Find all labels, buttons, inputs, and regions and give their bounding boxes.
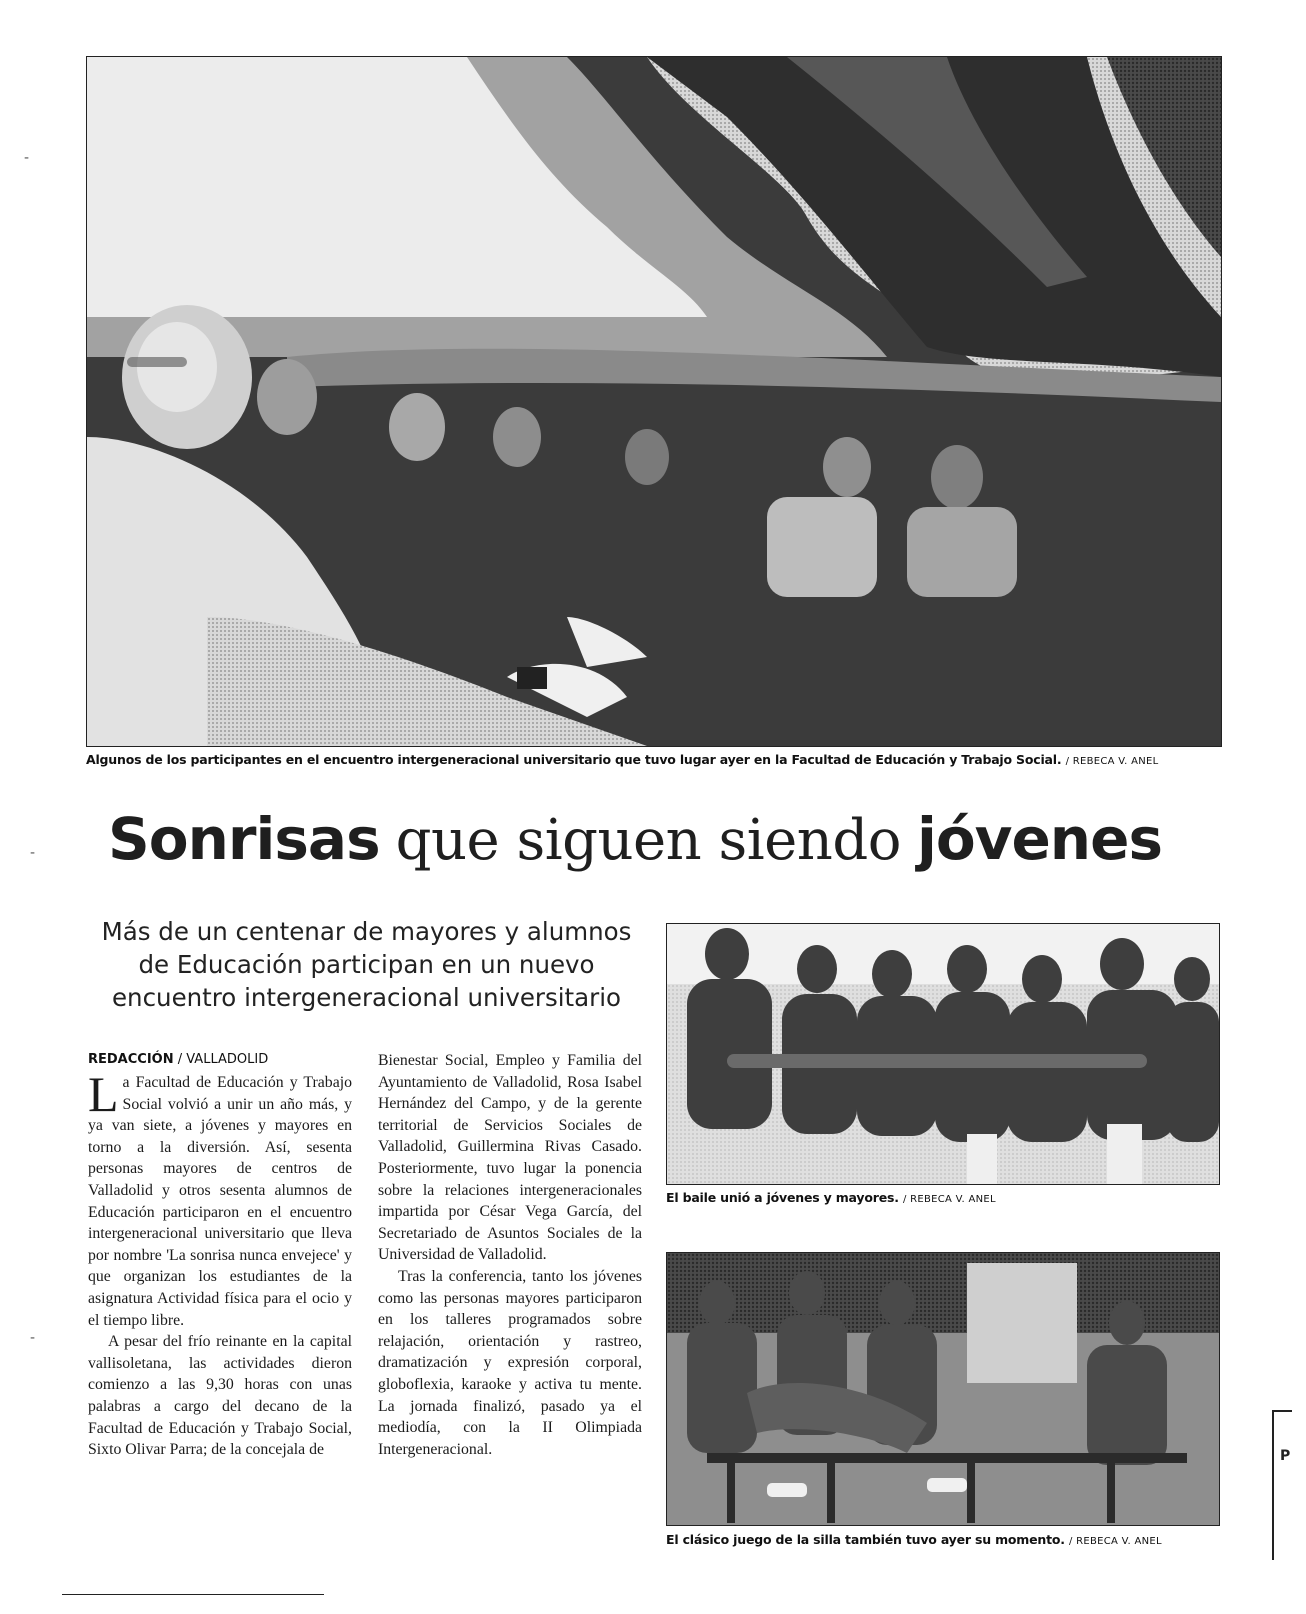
- body-column-1: [88, 1066, 352, 1461]
- paragraph-3: Bienestar Social, Empleo y Familia del Ayuntamiento de Valladolid, Rosa Isabel Hernández del Campo, y de la gerente territorial de Servicios Sociales de Valladolid, Guillermina Rivas Casado. Posteriormente, tuvo lugar la ponencia sobre la relaciones intergeneracionales impartida por César Vega García, del Secretariado de Asuntos Sociales de la Universidad de Valladolid.: [378, 1052, 642, 1264]
- main-photo-caption: [86, 752, 1158, 767]
- paragraph-1: [88, 1066, 352, 1331]
- body-column-2: [378, 1050, 642, 1460]
- drop-cap: L: [88, 1066, 119, 1122]
- subhead-line-3: encuentro intergeneracional universitario: [111, 983, 622, 1012]
- dance-caption-credit: / REBECA V. ANEL: [902, 1194, 996, 1205]
- paragraph-1-text: a Facultad de Educación y Trabajo Social volvió a unir un año más, y ya van siete, a jóvenes y mayores en torno a la diversión. Así, sesenta personas mayores de centros de Valladolid y otros sesenta alumnos de Educación participaron en el encuentro intergeneracional universitario que lleva por nombre 'La sonrisa nunca envejece' y que organizan los estudiantes de la asignatura Actividad física para el ocio y el tiempo libre.: [88, 1074, 352, 1329]
- headline-part1: Sonrisas: [108, 805, 380, 873]
- headline-part2: que siguen siendo: [395, 808, 901, 873]
- main-caption-text: Algunos de los participantes en el encuentro intergeneracional universitario que tuvo lugar ayer en la Facultad de Educación y Trabajo Social.: [86, 752, 1062, 767]
- margin-tick-1: -: [24, 150, 30, 166]
- margin-tick-2: -: [30, 845, 36, 861]
- right-margin-bracket-top: [1272, 1410, 1292, 1412]
- dance-photo-caption: [666, 1190, 996, 1205]
- subheadline: [74, 915, 659, 1014]
- margin-letter: P: [1280, 1448, 1291, 1464]
- byline-city: / VALLADOLID: [177, 1052, 269, 1067]
- paragraph-4: Tras la conferencia, tanto los jóvenes como las personas mayores participaron en los talleres programados sobre relajación, orientación y rastreo, dramatización y expresión corporal, globoflexia, karaoke y activa tu mente. La jornada finalizó, pasado ya el mediodía, con la II Olimpiada Intergeneracional.: [378, 1267, 642, 1458]
- chair-caption-text: El clásico juego de la silla también tuvo ayer su momento.: [666, 1532, 1065, 1547]
- margin-tick-3: -: [30, 1330, 36, 1346]
- paragraph-2: A pesar del frío reinante en la capital vallisoletana, las actividades dieron comienzo a las 9,30 horas con unas palabras a cargo del decano de la Facultad de Educación y Trabajo Social, Sixto Olivar Parra; de la concejala de: [88, 1333, 352, 1459]
- chair-game-photo-image: [667, 1253, 1219, 1525]
- subhead-line-1: Más de un centenar de mayores y alumnos: [101, 917, 632, 946]
- main-photo: [86, 56, 1222, 747]
- bottom-rule: [62, 1594, 324, 1595]
- chair-game-photo: [666, 1252, 1220, 1526]
- main-caption-credit: / REBECA V. ANEL: [1065, 756, 1159, 767]
- right-margin-bracket: [1272, 1410, 1274, 1560]
- main-photo-image: [87, 57, 1221, 746]
- chair-caption-credit: / REBECA V. ANEL: [1068, 1536, 1162, 1547]
- headline: [60, 800, 1210, 879]
- headline-part3: jóvenes: [916, 805, 1162, 873]
- dance-photo-image: [667, 924, 1219, 1184]
- byline: [88, 1052, 268, 1067]
- subhead-line-2: de Educación participan en un nuevo: [138, 950, 595, 979]
- byline-agency: REDACCIÓN: [88, 1052, 174, 1067]
- dance-caption-text: El baile unió a jóvenes y mayores.: [666, 1190, 899, 1205]
- dance-photo: [666, 923, 1220, 1185]
- chair-game-photo-caption: [666, 1532, 1162, 1547]
